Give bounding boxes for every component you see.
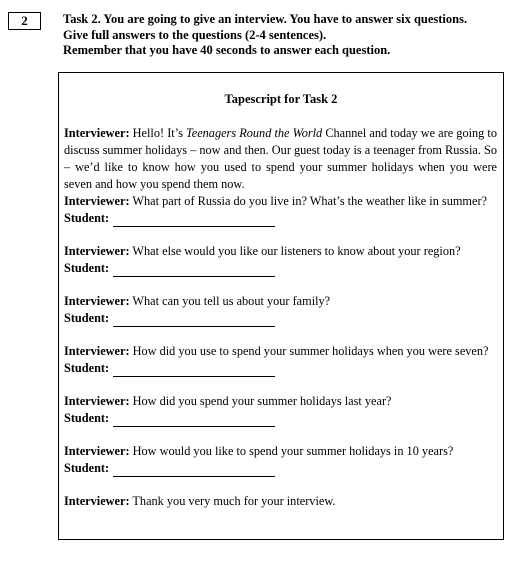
question-text: How did you use to spend your summer holidays when you were seven? [129,344,489,358]
student-answer-5 [64,410,497,427]
question-text: How would you like to spend your summer holidays in 10 years? [129,444,454,458]
student-answer-6 [64,460,497,477]
question-text: How did you spend your summer holidays last year? [129,394,392,408]
student-label: Student: [64,411,110,425]
question-3 [64,293,497,310]
interviewer-label: Interviewer: [64,126,130,140]
student-label: Student: [64,311,110,325]
tapescript-content [64,125,497,510]
interviewer-label: Interviewer: [64,394,130,408]
question-text: What part of Russia do you live in? What’s the weather like in summer? [129,194,487,208]
answer-blank [113,314,275,327]
student-label: Student: [64,461,110,475]
student-answer-4 [64,360,497,377]
question-6 [64,443,497,460]
answer-blank [113,214,275,227]
interviewer-label: Interviewer: [64,494,130,508]
answer-blank [113,264,275,277]
question-text: What can you tell us about your family? [129,294,331,308]
tapescript-box [58,72,504,540]
channel-name: Teenagers Round the World [186,126,323,140]
student-answer-1 [64,210,497,227]
answer-blank [113,414,275,427]
interviewer-label: Interviewer: [64,244,130,258]
student-answer-2 [64,260,497,277]
interviewer-label: Interviewer: [64,344,130,358]
intro-text-part2: Channel and today we are going to discuss summer holidays – now and then. Our guest today is a teenager from Russia. So – we’d like to know how you used to spend your summer holidays when you were seven and how you spend them now. [64,126,497,191]
student-label: Student: [64,361,110,375]
answer-blank [113,464,275,477]
student-label: Student: [64,261,110,275]
answer-blank [113,364,275,377]
task-number-box [8,12,41,30]
interviewer-label: Interviewer: [64,194,130,208]
instruction-line-2: Give full answers to the questions (2-4 sentences). [63,27,327,42]
task-instructions [63,12,513,59]
intro-paragraph [64,125,497,193]
interviewer-label: Interviewer: [64,444,130,458]
question-4 [64,343,497,360]
student-label: Student: [64,211,110,225]
closing-text: Thank you very much for your interview. [129,494,336,508]
question-1 [64,193,497,210]
interviewer-label: Interviewer: [64,294,130,308]
question-text: What else would you like our listeners to know about your region? [129,244,461,258]
task-number: 2 [21,13,28,28]
student-answer-3 [64,310,497,327]
intro-text-part1: Hello! It’s [129,126,187,140]
tapescript-title: Tapescript for Task 2 [224,92,338,106]
closing-line [64,493,497,510]
question-5 [64,393,497,410]
instruction-line-3: Remember that you have 40 seconds to answer each question. [63,43,391,57]
instruction-line-1: Task 2. You are going to give an interview. You have to answer six questions. [63,12,468,26]
question-2 [64,243,497,260]
